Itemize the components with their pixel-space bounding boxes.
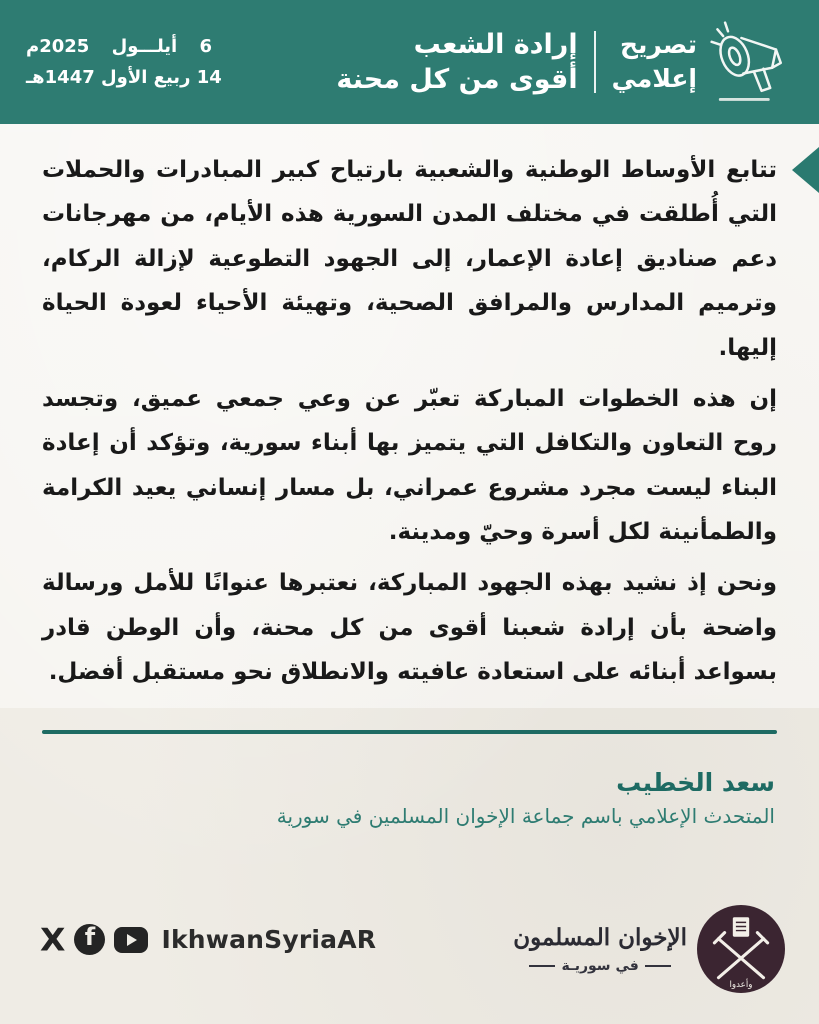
logo-name-text: الإخوان المسلمون — [513, 924, 687, 952]
logo-subtitle — [513, 958, 687, 974]
spokesman-title: المتحدث الإعلامي باسم جماعة الإخوان المسلمين في سورية — [276, 804, 775, 828]
facebook-icon: f — [74, 924, 105, 955]
logo-wordmark — [513, 924, 687, 974]
youtube-icon — [114, 927, 148, 953]
date-block — [26, 31, 222, 94]
spokesman-name: سعد الخطيب — [616, 767, 775, 797]
kicker-line1: تصريح — [620, 30, 697, 60]
statement-kicker — [612, 28, 697, 96]
x-icon: X — [40, 920, 66, 959]
paragraph-3: ونحن إذ نشيد بهذه الجهود المباركة، نعتبرها عنوانًا للأمل ورسالة واضحة بأن إرادة شعبنا أقوى من كل محنة، وأن الوطن قادر بسواعد أبنائه على استعادة عافيته والانطلاق نحو مستقبل أفضل. — [42, 570, 777, 686]
date-gregorian: 6 أيلـــول 2025م — [26, 35, 213, 57]
footer — [0, 905, 819, 993]
dash-left — [645, 965, 671, 967]
dash-right — [529, 965, 555, 967]
emblem-motto-text: وأعدوا — [729, 979, 753, 990]
paragraph-1: تتابع الأوساط الوطنية والشعبية بارتياح كبير المبادرات والحملات التي أُطلقت في مختلف المدن السورية هذه الأيام، من مهرجانات دعم صناديق إعادة الإعمار، إلى الجهود التطوعية لإزالة الركام، وترميم المدارس والمرافق الصحية، وتهيئة الأحياء لعودة الحياة إليها. — [42, 157, 777, 361]
emblem-icon — [697, 905, 785, 993]
title-line2: أقوى من كل محنة — [336, 64, 578, 95]
statement-body — [0, 124, 819, 708]
signature-block — [0, 734, 819, 833]
logo-subtitle-text: في سوريـة — [561, 957, 639, 974]
social-row — [40, 920, 377, 959]
header-divider — [594, 31, 596, 93]
date-hijri: 14 ربيع الأول 1447هـ — [26, 67, 222, 88]
header — [0, 0, 819, 124]
megaphone-icon — [703, 14, 799, 110]
statement-title — [336, 27, 577, 97]
paragraph-2: إن هذه الخطوات المباركة تعبّر عن وعي جمعي عميق، وتجسد روح التعاون والتكافل التي يتميز بها أبناء سورية، وتؤكد أن إعادة البناء ليست مجرد مشروع عمراني، بل مسار إنساني يعيد الكرامة والطمأنينة لكل أسرة وحيّ ومدينة. — [42, 385, 777, 545]
title-line1: إرادة الشعب — [413, 28, 578, 60]
social-handle: IkhwanSyriaAR — [161, 925, 377, 954]
kicker-line2: إعلامي — [611, 64, 697, 93]
organization-logo — [513, 905, 785, 993]
